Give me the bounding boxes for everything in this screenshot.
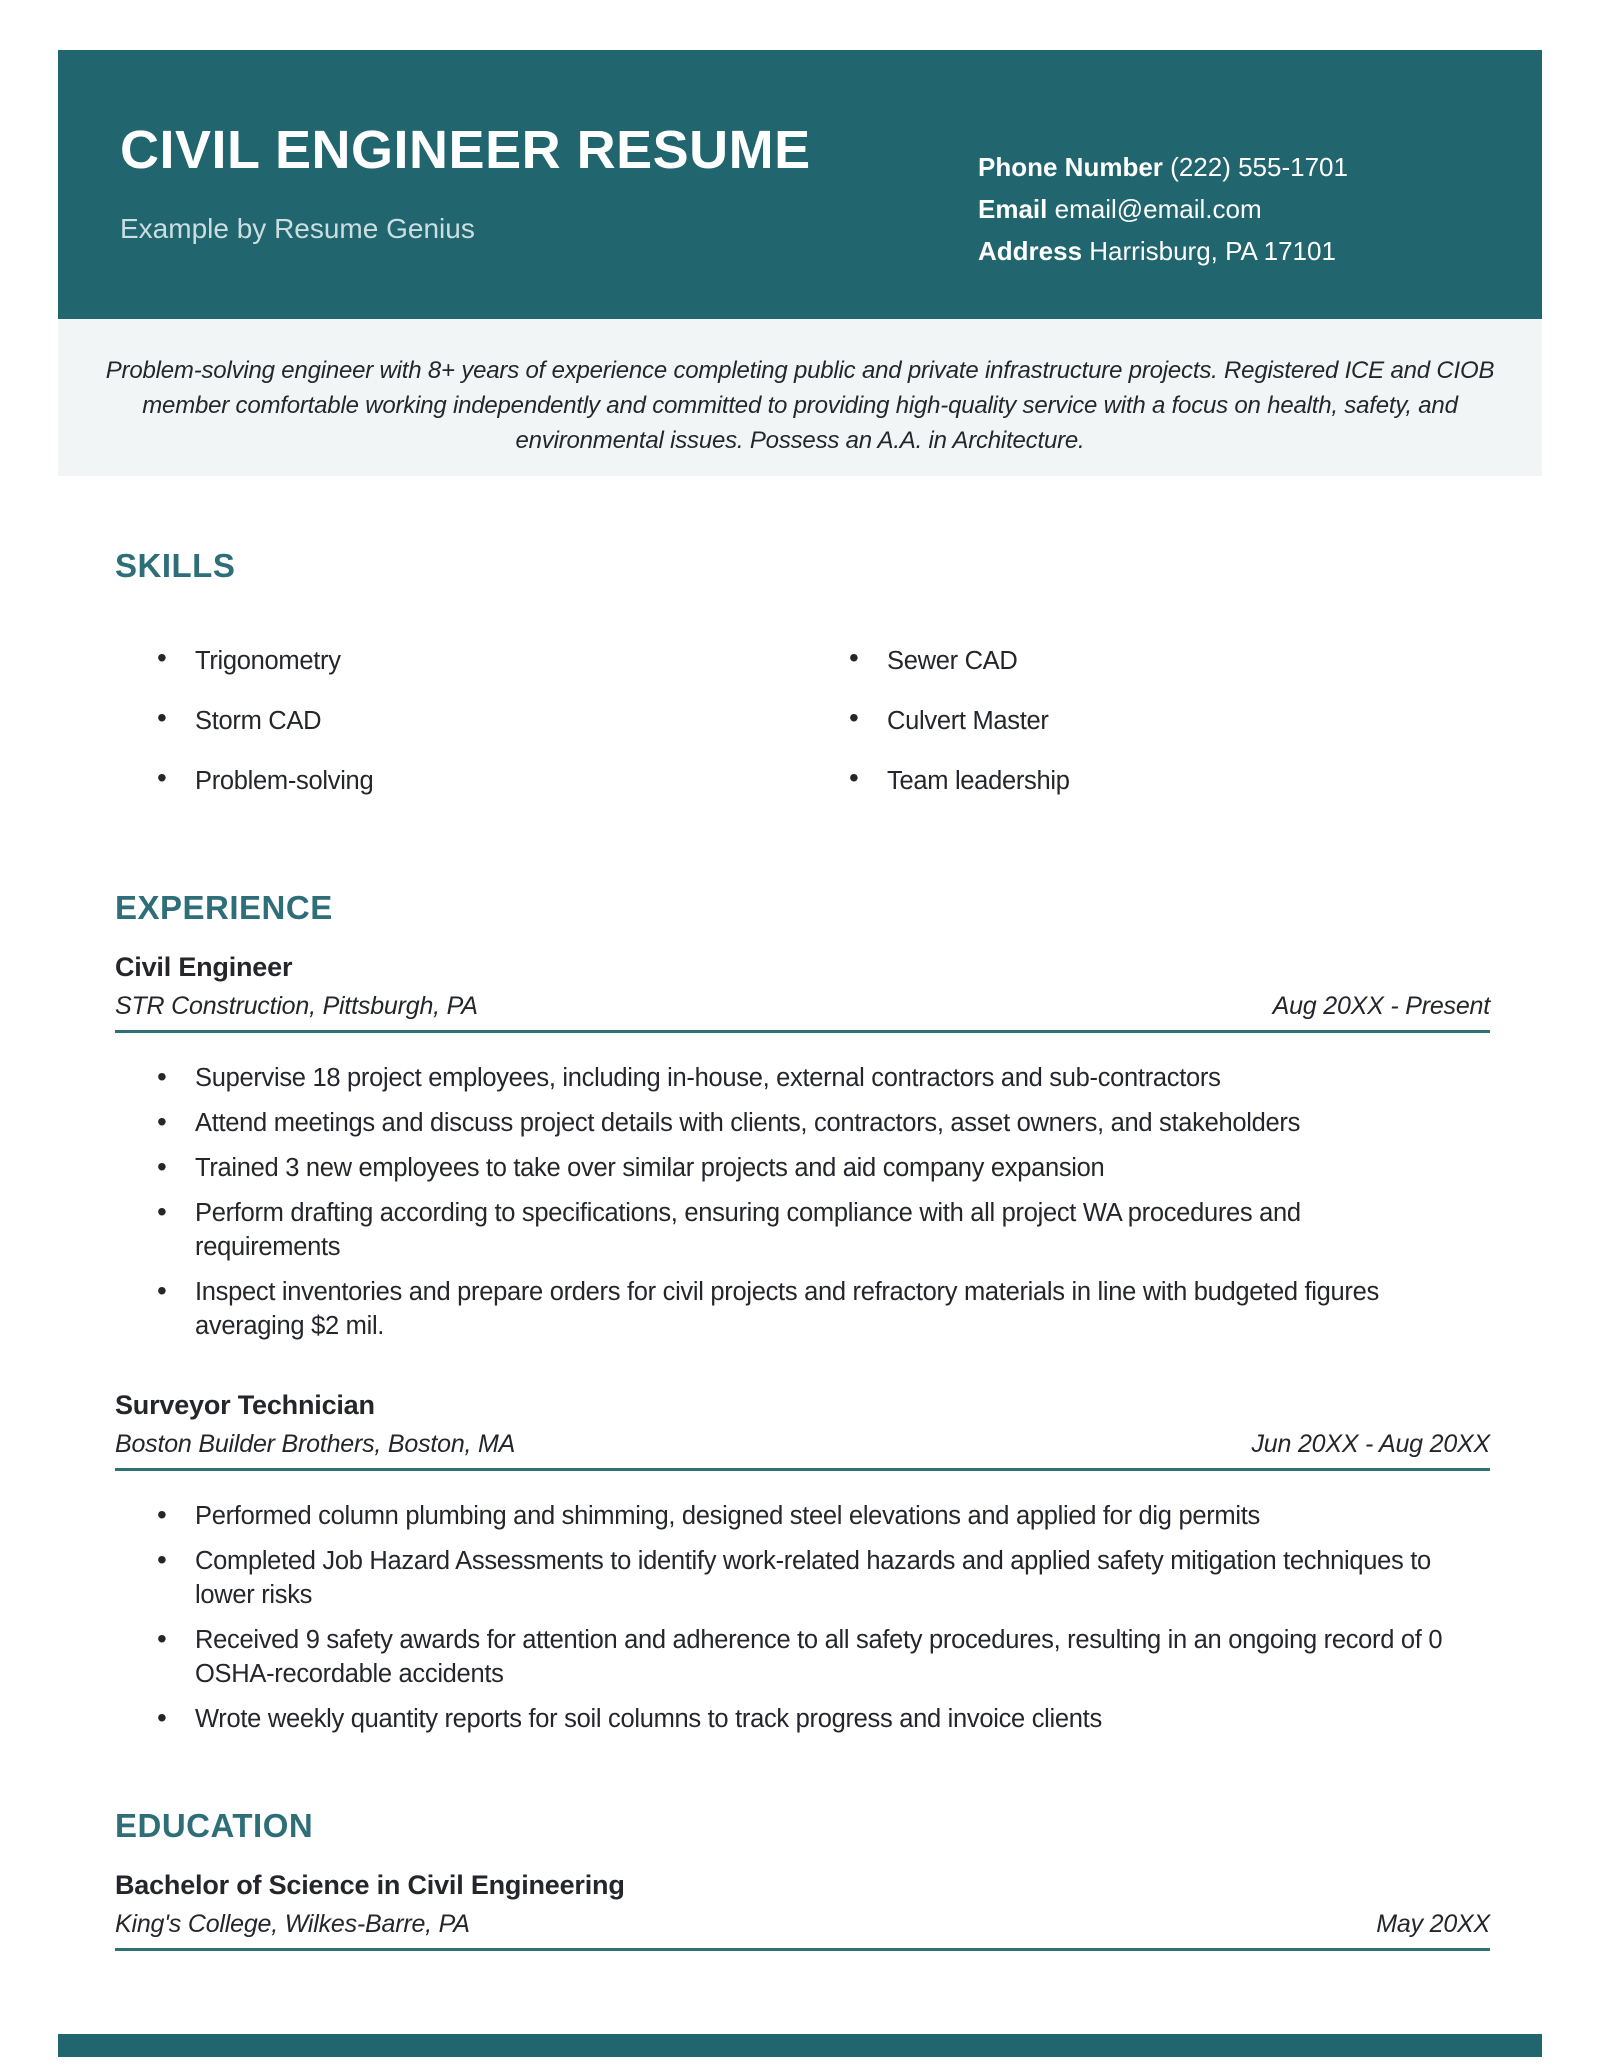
job-bullet-list [115, 1499, 1490, 1736]
skill-item: • Problem-solving [115, 766, 807, 796]
resume-header-band [58, 50, 1542, 319]
skill-item: • Team leadership [807, 766, 1490, 796]
summary-text: Problem-solving engineer with 8+ years of experience completing public and private infrastructure projects. Registered ICE and CIOB member comfortable working independently and committed to providing high-quality service with a focus on health, safety, and environmental issues. Possess an A.A. in Architecture. [105, 357, 1495, 454]
experience-entry-2 [115, 1388, 1490, 1736]
education-subheader [115, 1908, 1490, 1951]
resume-body [115, 476, 1490, 1951]
page-subtitle: Example by Resume Genius [120, 213, 475, 244]
job-subheader [115, 990, 1490, 1033]
job-dates: Aug 20XX - Present [1272, 992, 1490, 1020]
contact-address [978, 230, 1348, 272]
summary-section [58, 319, 1542, 476]
job-dates: Jun 20XX - Aug 20XX [1251, 1430, 1490, 1458]
skills-heading: SKILLS [115, 547, 236, 584]
education-heading: EDUCATION [115, 1807, 314, 1844]
header-title-block [120, 122, 811, 244]
education-entry [115, 1868, 1490, 1951]
school-name: King's College, Wilkes-Barre, PA [115, 1910, 470, 1938]
phone-label: Phone Number [978, 152, 1163, 182]
job-bullet: • Wrote weekly quantity reports for soil columns to track progress and invoice clients [115, 1702, 1445, 1736]
job-bullet: • Completed Job Hazard Assessments to identify work-related hazards and applied safety mitigation techniques to lower risks [115, 1544, 1445, 1612]
footer-accent-bar [58, 2034, 1542, 2057]
job-bullet: • Inspect inventories and prepare orders for civil projects and refractory materials in line with budgeted figures averaging $2 mil. [115, 1275, 1445, 1343]
page-title: CIVIL ENGINEER RESUME [120, 120, 811, 180]
job-subheader [115, 1428, 1490, 1471]
education-dates: May 20XX [1376, 1910, 1490, 1938]
job-bullet-list [115, 1061, 1490, 1343]
experience-heading: EXPERIENCE [115, 889, 333, 926]
skill-item: • Culvert Master [807, 706, 1490, 736]
contact-phone [978, 146, 1348, 188]
job-company: Boston Builder Brothers, Boston, MA [115, 1430, 516, 1458]
skills-list [115, 646, 1490, 826]
job-bullet: • Attend meetings and discuss project details with clients, contractors, asset owners, and stakeholders [115, 1106, 1445, 1140]
job-bullet: • Trained 3 new employees to take over similar projects and aid company expansion [115, 1151, 1445, 1185]
skills-column-2 [807, 646, 1490, 826]
experience-entry-1 [115, 950, 1490, 1343]
job-company: STR Construction, Pittsburgh, PA [115, 992, 478, 1020]
skills-column-1 [115, 646, 807, 826]
degree-title: Bachelor of Science in Civil Engineering [115, 1870, 625, 1900]
skill-item: • Storm CAD [115, 706, 807, 736]
address-label: Address [978, 236, 1083, 266]
contact-block [978, 146, 1348, 272]
job-title: Surveyor Technician [115, 1390, 375, 1420]
job-bullet: • Supervise 18 project employees, including in-house, external contractors and sub-contractors [115, 1061, 1445, 1095]
email-value: email@email.com [1054, 194, 1262, 224]
address-value: Harrisburg, PA 17101 [1089, 236, 1336, 266]
email-label: Email [978, 194, 1048, 224]
skill-item: • Sewer CAD [807, 646, 1490, 676]
job-bullet: • Performed column plumbing and shimming, designed steel elevations and applied for dig permits [115, 1499, 1445, 1533]
job-bullet: • Received 9 safety awards for attention and adherence to all safety procedures, resulting in an ongoing record of 0 OSHA-recordable accidents [115, 1623, 1445, 1691]
job-bullet: • Perform drafting according to specifications, ensuring compliance with all project WA procedures and requirements [115, 1196, 1445, 1264]
job-title: Civil Engineer [115, 952, 293, 982]
contact-email [978, 188, 1348, 230]
phone-value: (222) 555-1701 [1170, 152, 1348, 182]
skill-item: • Trigonometry [115, 646, 807, 676]
